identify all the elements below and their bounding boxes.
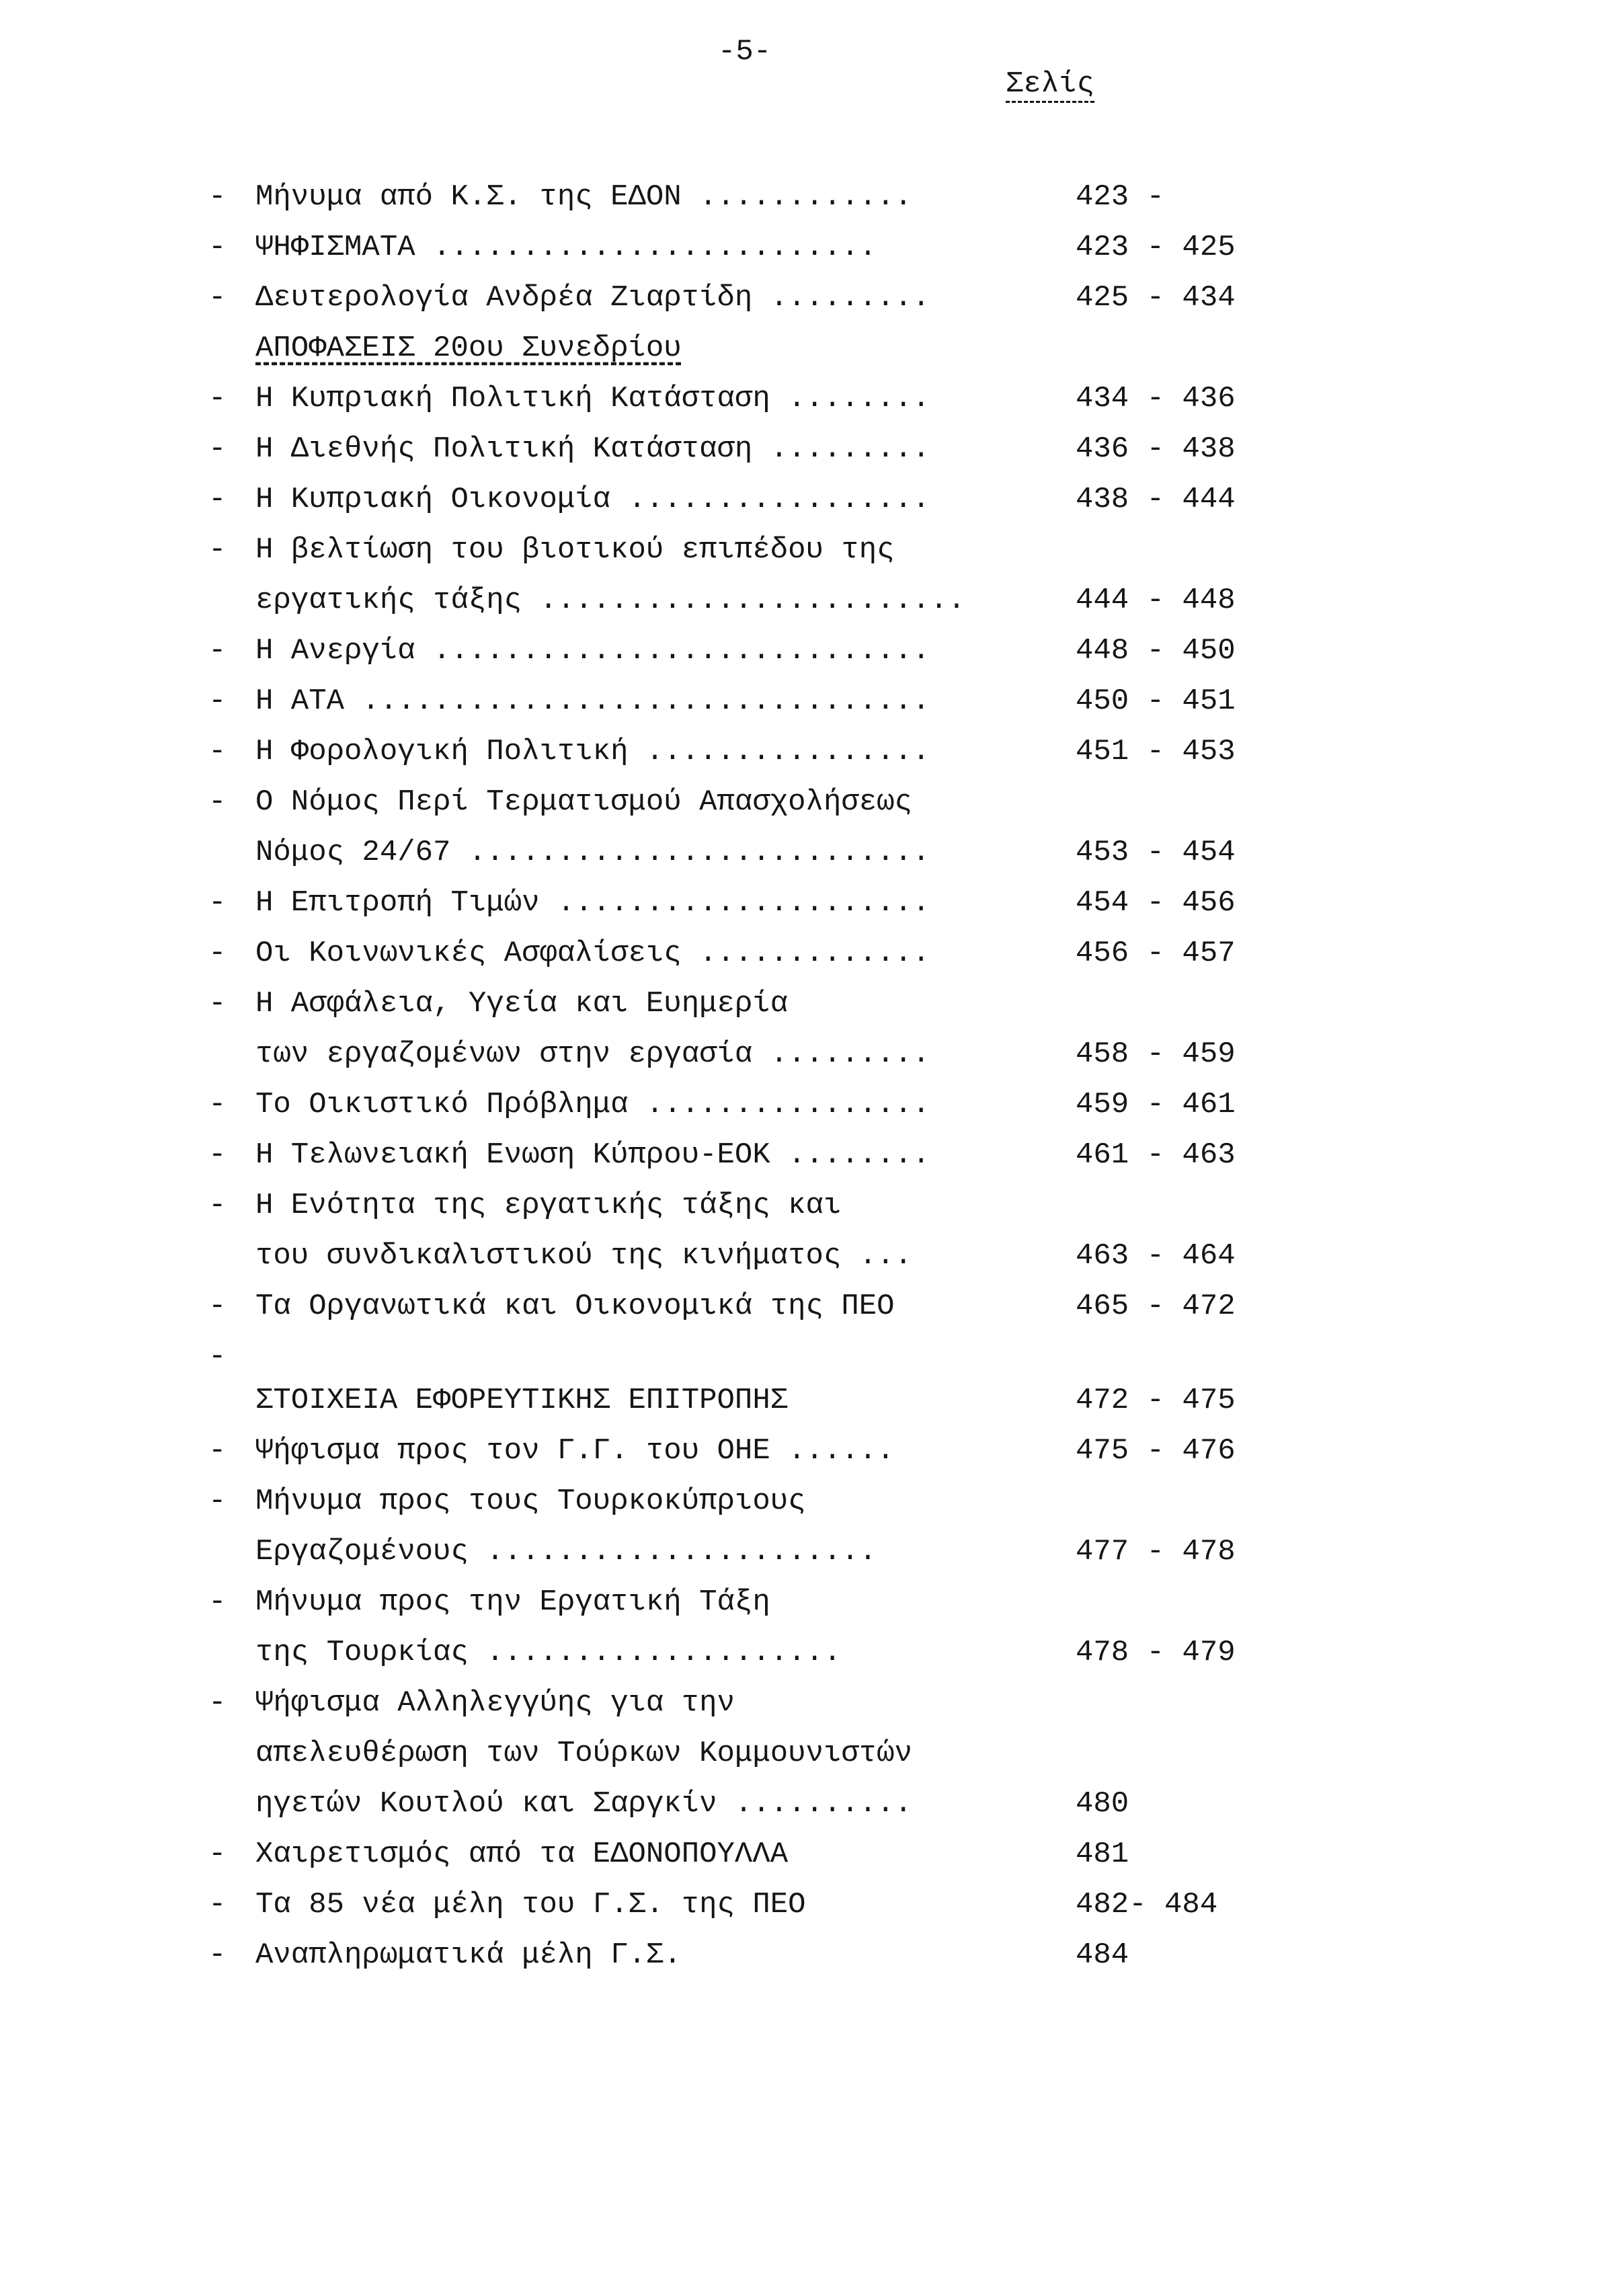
toc-entry-dash: - [208,1837,227,1871]
toc-entry-pages: 450 - 451 [1076,684,1236,718]
table-of-contents [208,172,1284,1981]
toc-entry-pages: 423 - [1076,180,1165,214]
toc-entry-title: Η Φορολογική Πολιτική ................ [255,735,930,768]
toc-entry [208,1476,1284,1527]
toc-entry-pages: 454 - 456 [1076,886,1236,920]
toc-entry [208,1281,1284,1332]
toc-entry-pages: 481 [1076,1837,1129,1871]
toc-entry [208,1332,1284,1426]
toc-entry-title: ηγετών Κουτλού και Σαργκίν .......... [255,1787,912,1821]
toc-entry-title: Το Οικιστικό Πρόβλημα ................ [255,1088,930,1121]
toc-entry-title: ΨΗΦΙΣΜΑΤΑ ......................... [255,231,877,264]
toc-entry-pages: 480 [1076,1787,1129,1821]
toc-entry-pages: 423 - 425 [1076,231,1236,264]
toc-entry-pages: 463 - 464 [1076,1239,1236,1273]
toc-entry [208,1628,1284,1678]
toc-entry-dash: - [208,533,227,567]
toc-entry-dash: - [208,1290,227,1323]
toc-entry-title: Η Ενότητα της εργατικής τάξης και [255,1189,842,1222]
toc-entry [208,979,1284,1029]
toc-entry [208,1426,1284,1476]
toc-entry-title: Μήνυμα από Κ.Σ. της ΕΔΟΝ ............ [255,180,912,214]
toc-entry-title: του συνδικαλιστικού της κινήματος ... [255,1239,912,1273]
toc-entry-pages: 456 - 457 [1076,937,1236,970]
page-number: -5- [718,35,772,69]
toc-subheading [208,323,1284,374]
toc-entry-pages: 458 - 459 [1076,1037,1236,1071]
toc-entry-pages: 472 - 475 [1076,1384,1236,1417]
toc-entry-pages: 425 - 434 [1076,281,1236,315]
toc-entry-pages: 478 - 479 [1076,1636,1236,1669]
toc-entry-title: απελευθέρωση των Τούρκων Κομμουνιστών [255,1737,912,1770]
toc-entry-pages: 477 - 478 [1076,1535,1236,1569]
toc-entry-title: Η Επιτροπή Τιμών ..................... [255,886,930,920]
toc-entry [208,626,1284,676]
toc-entry-title: Οι Κοινωνικές Ασφαλίσεις ............. [255,937,930,970]
toc-entry [208,1029,1284,1080]
toc-entry-dash: - [208,231,227,264]
toc-entry-dash: - [208,180,227,214]
toc-entry-title: ΑΠΟΦΑΣΕΙΣ 20ου Συνεδρίου [255,331,682,365]
toc-entry [208,1880,1284,1930]
toc-entry-title: Η Τελωνειακή Ενωση Κύπρου-ΕΟΚ ........ [255,1138,930,1172]
toc-entry [208,1678,1284,1729]
toc-entry [208,828,1284,878]
toc-entry-title: ΣΤΟΙΧΕΙΑ ΕΦΟΡΕΥΤΙΚΗΣ ΕΠΙΤΡΟΠΗΣ [255,1384,789,1417]
toc-entry-title: Η Ασφάλεια, Υγεία και Ευημερία [255,987,789,1021]
toc-entry [208,878,1284,928]
toc-entry-title: Τα Οργανωτικά και Οικονομικά της ΠΕΟ [255,1290,895,1323]
toc-entry-pages: 453 - 454 [1076,836,1236,869]
toc-entry-dash: - [208,735,227,768]
toc-entry [208,172,1284,223]
toc-entry [208,1527,1284,1577]
toc-entry [208,374,1284,424]
toc-entry-dash: - [208,1434,227,1468]
toc-entry-pages: 459 - 461 [1076,1088,1236,1121]
toc-entry-dash: - [208,483,227,516]
toc-entry-dash: - [208,1138,227,1172]
toc-entry-dash: - [208,785,227,819]
toc-entry-title: Ο Νόμος Περί Τερματισμού Απασχολήσεως [255,785,912,819]
toc-entry-title: Η ΑΤΑ ................................ [255,684,930,718]
toc-entry-pages: 465 - 472 [1076,1290,1236,1323]
toc-entry-dash: - [208,937,227,970]
toc-entry-pages: 482- 484 [1076,1888,1218,1922]
toc-entry [208,1181,1284,1231]
toc-entry-dash: - [208,1888,227,1922]
toc-entry-dash: - [208,684,227,718]
toc-entry [208,1930,1284,1981]
toc-entry-dash: - [208,382,227,415]
toc-entry-dash: - [208,432,227,466]
toc-entry-title: εργατικής τάξης ........................ [255,584,966,617]
toc-entry-title: Η Διεθνής Πολιτική Κατάσταση ......... [255,432,930,466]
toc-entry-dash: - [208,1088,227,1121]
toc-entry-pages: 448 - 450 [1076,634,1236,668]
toc-entry [208,1231,1284,1281]
toc-entry-dash: - [208,281,227,315]
toc-entry [208,928,1284,979]
toc-entry-title: Μήνυμα προς την Εργατική Τάξη [255,1585,770,1619]
toc-entry [208,1779,1284,1829]
toc-entry [208,1729,1284,1779]
toc-entry-dash: - [208,634,227,668]
toc-entry [208,1829,1284,1880]
toc-entry-title: Τα 85 νέα μέλη του Γ.Σ. της ΠΕΟ [255,1888,806,1922]
toc-entry-title: Μήνυμα προς τους Τουρκοκύπριους [255,1485,806,1518]
toc-entry [208,475,1284,525]
toc-entry-title: Η Κυπριακή Οικονομία ................. [255,483,930,516]
toc-entry-title: Χαιρετισμός από τα ΕΔΟΝΟΠΟΥΛΛΑ [255,1837,789,1871]
toc-entry-pages: 438 - 444 [1076,483,1236,516]
toc-entry-dash: - [208,1340,227,1374]
toc-entry-title: Η Κυπριακή Πολιτική Κατάσταση ........ [255,382,930,415]
toc-entry [208,223,1284,273]
toc-entry-title: Ψήφισμα προς τον Γ.Γ. του ΟΗΕ ...... [255,1434,895,1468]
toc-entry-dash: - [208,1938,227,1972]
toc-entry [208,1080,1284,1130]
toc-entry [208,424,1284,475]
toc-entry [208,727,1284,777]
toc-entry-pages: 484 [1076,1938,1129,1972]
toc-entry [208,273,1284,323]
toc-entry-title: Αναπληρωματικά μέλη Γ.Σ. [255,1938,682,1972]
toc-entry-title: Η βελτίωση του βιοτικού επιπέδου της [255,533,895,567]
toc-entry-title: Εργαζομένους ...................... [255,1535,877,1569]
toc-entry-dash: - [208,987,227,1021]
toc-entry-dash: - [208,1189,227,1222]
toc-entry-title: Νόμος 24/67 .......................... [255,836,930,869]
toc-entry-pages: 475 - 476 [1076,1434,1236,1468]
toc-entry [208,1577,1284,1628]
toc-entry-pages: 461 - 463 [1076,1138,1236,1172]
toc-entry-pages: 436 - 438 [1076,432,1236,466]
toc-entry [208,525,1284,576]
toc-entry-dash: - [208,1686,227,1720]
toc-entry-pages: 434 - 436 [1076,382,1236,415]
toc-entry-dash: - [208,886,227,920]
toc-entry-pages: 444 - 448 [1076,584,1236,617]
toc-entry-title: Δευτερολογία Ανδρέα Ζιαρτίδη ......... [255,281,930,315]
toc-entry [208,576,1284,626]
toc-entry-title: Ψήφισμα Αλληλεγγύης για την [255,1686,735,1720]
toc-entry-title: των εργαζομένων στην εργασία ......... [255,1037,930,1071]
toc-entry-title: Η Ανεργία ............................ [255,634,930,668]
toc-entry [208,777,1284,828]
toc-entry [208,676,1284,727]
toc-entry-pages: 451 - 453 [1076,735,1236,768]
toc-entry-title: της Τουρκίας .................... [255,1636,842,1669]
toc-entry-dash: - [208,1585,227,1619]
toc-entry [208,1130,1284,1181]
column-header-pages: Σελίς [1006,67,1094,103]
toc-entry-dash: - [208,1485,227,1518]
